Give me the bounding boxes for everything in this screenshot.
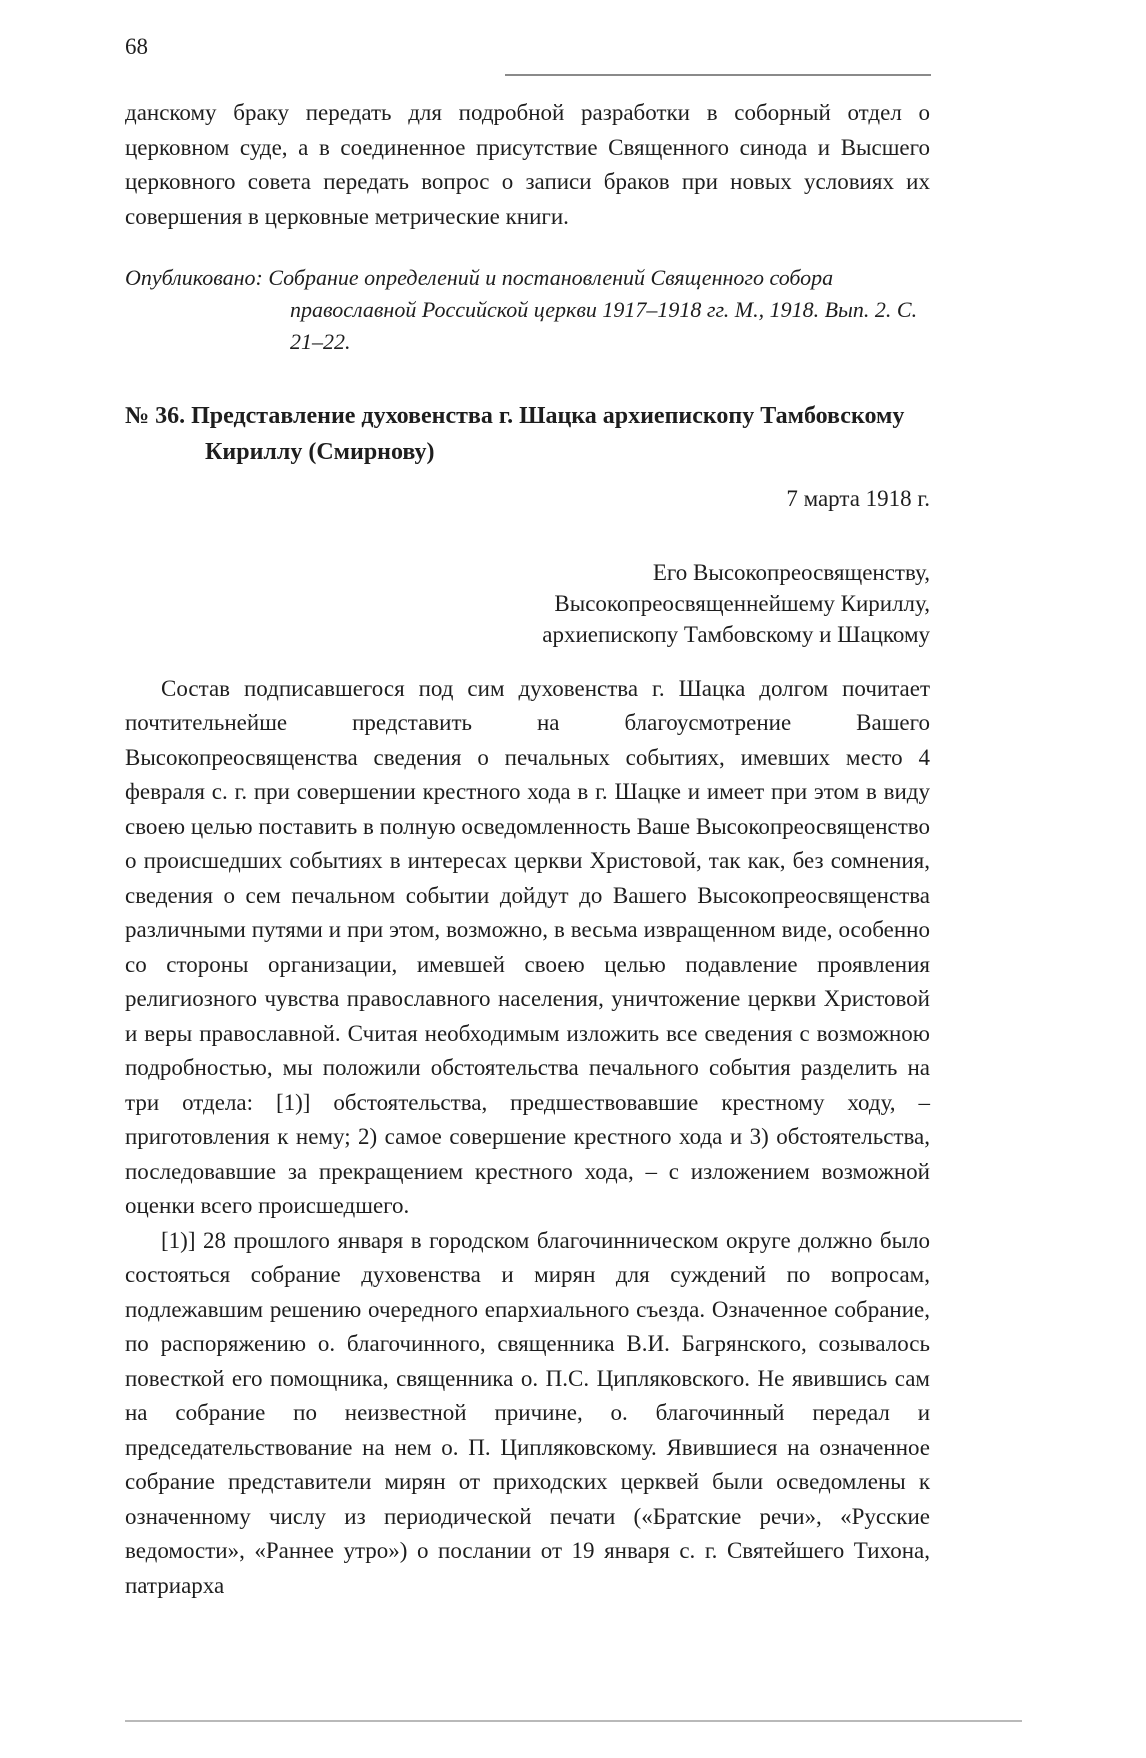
document-heading (125, 398, 930, 470)
addressee-line-2: Высокопреосвященнейшему Кириллу, (554, 590, 930, 616)
footer-rule (125, 1720, 1022, 1722)
body-paragraph-1: Состав подписавшегося под сим духовенства г. Шацка долгом почитает почтительнейше представить на благоусмотрение Вашего Высокопреосвященства сведения о печальных событиях, имевших место 4 февраля с. г. при совершении крестного хода в г. Шацке и имеет при этом в виду своею целью поставить в полную осведомленность Ваше Высокопреосвященство о происшедших событиях в интересах церкви Христовой, так как, без сомнения, сведения о сем печальном событии дойдут до Вашего Высокопреосвященства различными путями и при этом, возможно, в весьма извращенном виде, особенно со стороны организации, имевшей своею целью подавление проявления религиозного чувства православного населения, уничтожение церкви Христовой и веры православной. Считая необходимым изложить все сведения с возможною подробностью, мы положили обстоятельства печального события разделить на три отдела: [1)] обстоятельства, предшествовавшие крестному ходу, – приготовления к нему; 2) самое совершение крестного хода и 3) обстоятельства, последовавшие за прекращением крестного хода, – с изложением возможной оценки всего происшедшего. (125, 675, 930, 1218)
page-content (125, 96, 930, 1603)
document-date: 7 марта 1918 г. (786, 486, 930, 511)
publication-text: Собрание определений и постановлений Священного собора православной Российской церкви 1917–1918 гг. М., 1918. Вып. 2. С. 21–22. (268, 265, 918, 354)
addressee-line-3: архиепископу Тамбовскому и Шацкому (542, 621, 930, 647)
addressee-line-1: Его Высокопреосвященству, (652, 559, 930, 585)
body-paragraph-2: [1)] 28 прошлого января в городском благочинническом округе должно было состояться собрание духовенства и мирян для суждений по вопросам, подлежавшим решению очередного епархиального съезда. Означенное собрание, по распоряжению о. благочинного, священника В.И. Багрянского, созывалось повесткой его помощника, священника о. П.С. Ципляковского. Не явившись сам на собрание по неизвестной причине, о. благочинный передал и председательствование на нем о. П. Ципляковскому. Явившиеся на означенное собрание представители мирян от приходских церквей были осведомлены к означенному числу из периодической печати («Братские речи», «Русские ведомости», «Раннее утро») о послании от 19 января с. г. Святейшего Тихона, патриарха (125, 1227, 930, 1598)
publication-note (125, 262, 930, 358)
publication-label: Опубликовано: (125, 265, 263, 290)
addressee-block (125, 557, 930, 650)
header-rule (505, 74, 931, 76)
document-number: № 36. (125, 403, 186, 429)
page-number: 68 (125, 34, 148, 59)
document-title: Представление духовенства г. Шацка архиепископу Тамбовскому Кириллу (Смирнову) (191, 403, 905, 465)
continuation-paragraph: данскому браку передать для подробной разработки в соборный отдел о церковном суде, а в соединенное присутствие Священного синода и Высшего церковного совета передать вопрос о записи браков при новых условиях их совершения в церковные метрические книги. (125, 100, 930, 229)
